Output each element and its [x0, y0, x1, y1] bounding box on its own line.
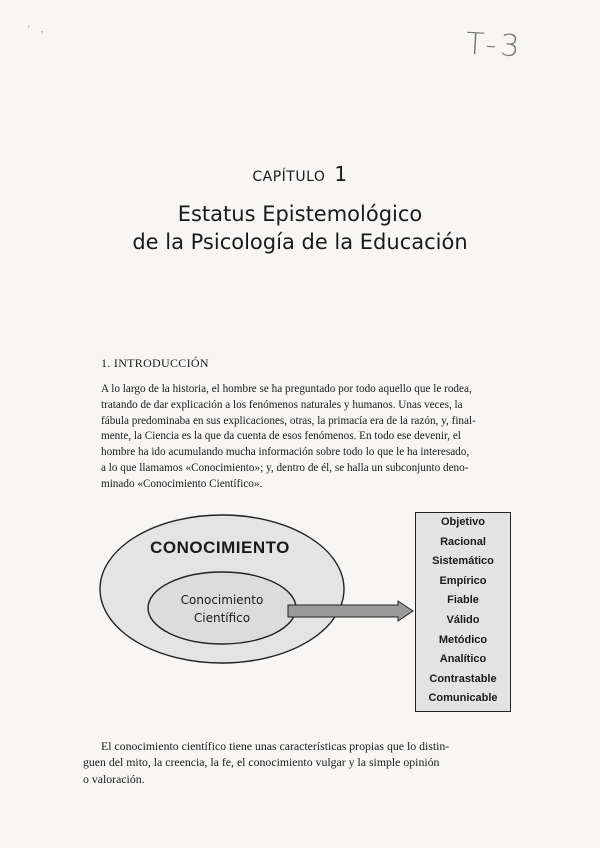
- characteristic-item: Objetivo: [440, 516, 485, 528]
- section-heading: 1. INTRODUCCIÓN: [101, 356, 209, 370]
- scan-marks: ' ,: [28, 24, 44, 34]
- paragraph-line: o valoración.: [83, 771, 145, 786]
- chapter-label: CAPÍTULO: [252, 169, 326, 185]
- characteristics-paragraph: [83, 738, 509, 787]
- handwritten-annotation: T-3: [465, 26, 525, 65]
- paragraph-line: guen del mito, la creencia, la fe, el conocimiento vulgar y la simple opinión: [83, 755, 440, 770]
- characteristic-item: Comunicable: [428, 692, 498, 705]
- paragraph-line: minado «Conocimiento Científico».: [101, 477, 263, 490]
- characteristic-item: Válido: [446, 613, 480, 626]
- scientific-knowledge-label: [160, 591, 284, 627]
- paragraph-line: tratando de dar explicación a los fenómenos naturales y humanos. Unas veces, la: [101, 398, 463, 411]
- paragraph-line: hombre ha ido acumulando mucha información sobre todo lo que le ha interesado,: [101, 446, 470, 459]
- title-line-1: Estatus Epistemológico: [177, 202, 423, 226]
- characteristic-item: Empírico: [439, 574, 487, 587]
- scientific-label-line-1: Conocimiento: [180, 593, 264, 607]
- characteristic-item: Contrastable: [429, 672, 497, 685]
- chapter-number: 1: [334, 162, 348, 186]
- paragraph-line: El conocimiento científico tiene unas características propias que lo distin-: [101, 739, 450, 753]
- scientific-label-line-2: Científico: [193, 611, 251, 625]
- characteristic-item: Sistemático: [432, 555, 494, 568]
- paragraph-line: fábula predominaba en sus explicaciones, otras, la primacía era de la razón, y, final-: [101, 414, 476, 427]
- paragraph-line: a lo que llamamos «Conocimiento»; y, dentro de él, se halla un subconjunto deno-: [101, 461, 469, 474]
- characteristic-item: Metódico: [438, 633, 488, 646]
- knowledge-label: CONOCIMIENTO: [150, 538, 290, 557]
- characteristic-item: Racional: [440, 535, 486, 548]
- characteristics-box: [415, 512, 511, 712]
- characteristic-item: Fiable: [447, 594, 479, 607]
- characteristic-item: Analítico: [439, 653, 487, 666]
- paragraph-line: A lo largo de la historia, el hombre se ha preguntado por todo aquello que le rodea,: [101, 383, 472, 395]
- paragraph-line: mente, la Ciencia es la que da cuenta de esos fenómenos. En todo ese devenir, el: [101, 430, 461, 443]
- title-line-2: de la Psicología de la Educación: [132, 230, 468, 254]
